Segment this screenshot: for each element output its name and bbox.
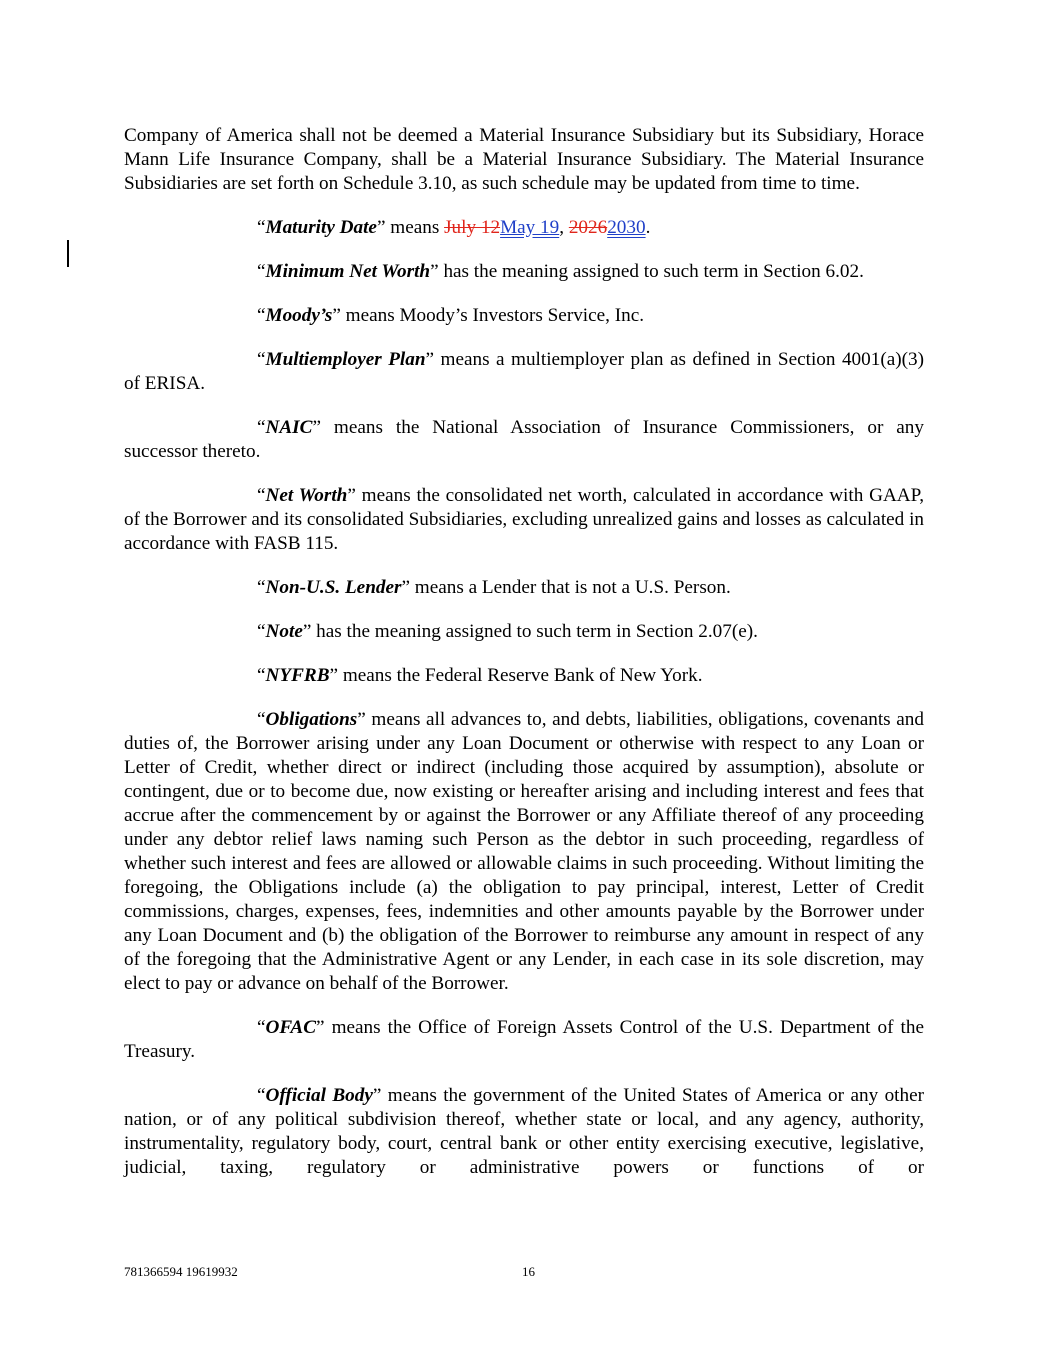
definition-multiemployer-plan: “Multiemployer Plan” means a multiemployer plan as defined in Section 4001(a)(3) of ERISA.: [124, 349, 924, 394]
footer-document-id: 781366594 19619932: [124, 1264, 238, 1279]
definition-nyfrb: “NYFRB” means the Federal Reserve Bank of New York.: [257, 665, 703, 686]
defined-term: NYFRB: [265, 665, 330, 686]
inserted-date: May 19: [500, 217, 560, 238]
defined-term: Obligations: [265, 709, 358, 730]
definition-maturity-date: “Maturity Date” means July 12May 19, 20262030.: [257, 217, 651, 238]
defined-term: Net Worth: [265, 485, 348, 506]
document-body: [124, 124, 924, 1180]
definition-ofac: “OFAC” means the Office of Foreign Assets Control of the U.S. Department of the Treasury.: [124, 1017, 924, 1062]
definition-net-worth: “Net Worth” means the consolidated net worth, calculated in accordance with GAAP, of the Borrower and its consolidated Subsidiaries, excluding unrealized gains and losses as calculated in accordance with FASB 115.: [124, 485, 924, 554]
definition-obligations: “Obligations” means all advances to, and debts, liabilities, obligations, covenants and duties of, the Borrower arising under any Loan Document or otherwise with respect to any Loan or Letter of Credit, whether direct or indirect (including those acquired by assumption), absolute or contingent, due or to become due, now existing or hereafter arising and including interest and fees that accrue after the commencement by or against the Borrower or any Affiliate thereof of any proceeding under any debtor relief laws naming such Person as the debtor in such proceeding, regardless of whether such interest and fees are allowed or allowable claims in such proceeding. Without limiting the foregoing, the Obligations include (a) the obligation to pay principal, interest, Letter of Credit commissions, charges, expenses, fees, indemnities and other amounts payable by the Borrower under any Loan Document and (b) the obligation of the Borrower to reimburse any amount in respect of any of the foregoing that the Administrative Agent or any Lender, in each case in its sole discretion, may elect to pay or advance on behalf of the Borrower.: [124, 709, 924, 994]
defined-term: Moody’s: [265, 305, 333, 326]
definition-non-us-lender: “Non-U.S. Lender” means a Lender that is not a U.S. Person.: [257, 577, 731, 598]
definition-naic: “NAIC” means the National Association of Insurance Commissioners, or any successor thereto.: [124, 417, 924, 462]
defined-term: Maturity Date: [265, 217, 377, 238]
defined-term: OFAC: [265, 1017, 317, 1038]
intro-paragraph: Company of America shall not be deemed a Material Insurance Subsidiary but its Subsidiary, Horace Mann Life Insurance Company, shall be a Material Insurance Subsidiary. The Material Insurance Subsidiaries are set forth on Schedule 3.10, as such schedule may be updated from time to time.: [124, 125, 924, 194]
defined-term: NAIC: [265, 417, 313, 438]
revision-change-bar: [67, 240, 69, 267]
definition-moodys: “Moody’s” means Moody’s Investors Service, Inc.: [257, 305, 645, 326]
definition-official-body: “Official Body” means the government of the United States of America or any other nation, or of any political subdivision thereof, whether state or local, and any agency, authority, instrumentality, regulatory body, court, central bank or other entity exercising executive, legislative, judicial, taxing, regulatory or administrative powers or functions of or: [124, 1085, 924, 1178]
defined-term: Multiemployer Plan: [265, 349, 426, 370]
footer-page-number: 16: [522, 1264, 535, 1279]
inserted-year: 2030: [607, 217, 646, 238]
definition-note: “Note” has the meaning assigned to such term in Section 2.07(e).: [257, 621, 758, 642]
definition-minimum-net-worth: “Minimum Net Worth” has the meaning assigned to such term in Section 6.02.: [257, 261, 864, 282]
defined-term: Non-U.S. Lender: [265, 577, 402, 598]
defined-term: Official Body: [265, 1085, 373, 1106]
deleted-year: 2026: [568, 217, 608, 238]
defined-term: Minimum Net Worth: [265, 261, 431, 282]
defined-term: Note: [265, 621, 303, 642]
deleted-date: July 12: [444, 217, 501, 238]
